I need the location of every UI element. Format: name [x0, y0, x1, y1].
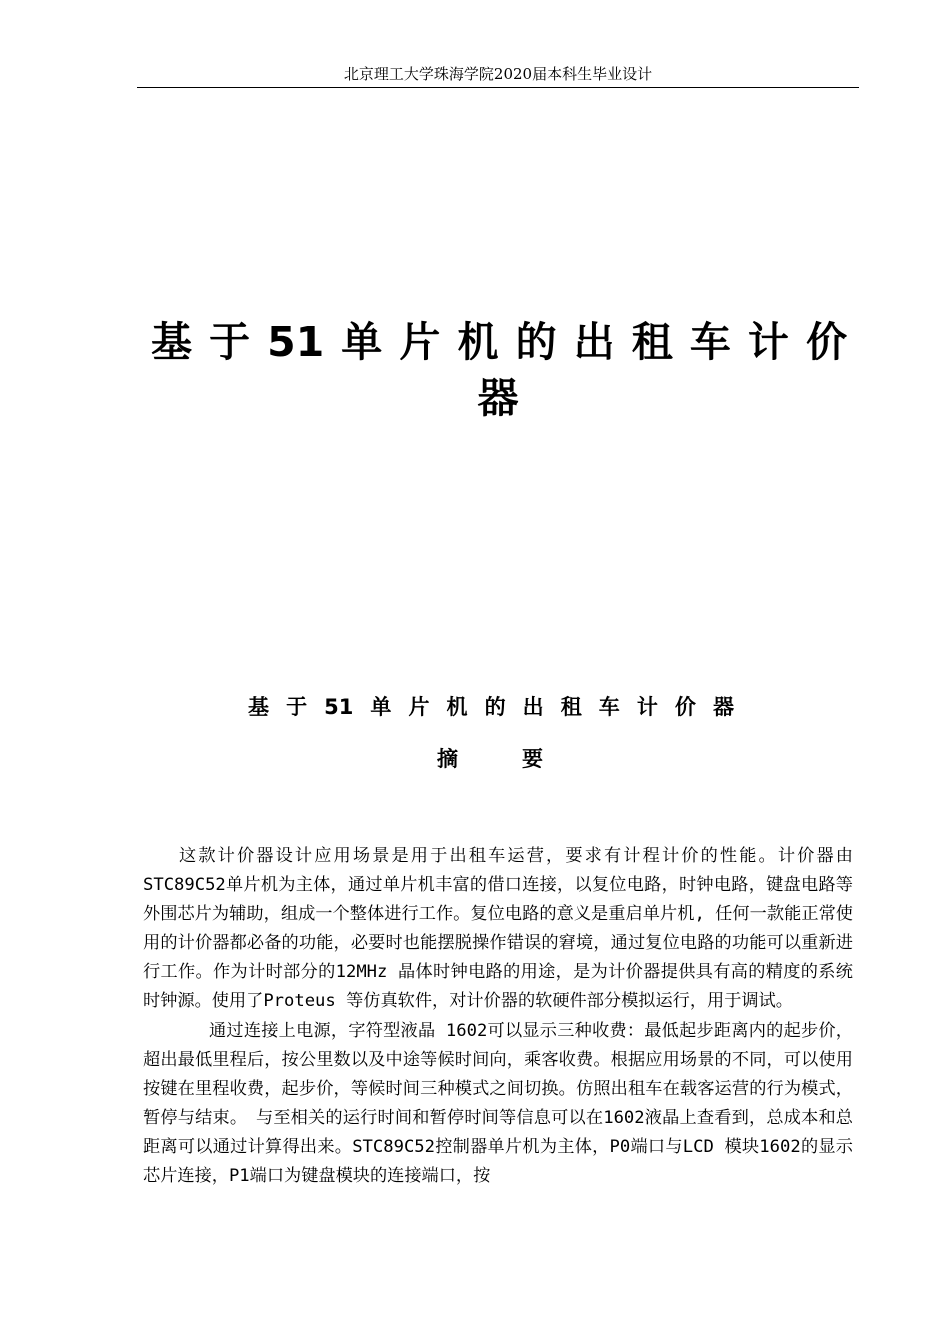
cover-title-line1: 基于51单片机的出租车计价 — [151, 318, 847, 366]
abstract-title: 基于51单片机的出租车计价器 — [248, 695, 734, 719]
cover-title-line2: 器 — [477, 374, 519, 422]
abstract-paragraph-1: 这款计价器设计应用场景是用于出租车运营，要求有计程计价的性能。计价器由STC89C52单片机为主体，通过单片机丰富的借口连接，以复位电路，时钟电路，键盘电路等外围芯片为辅助，组成一个整体进行工作。复位电路的意义是重启单片机, 任何一款能正常使用的计价器都必备的功能，必要时也能摆脱操作错误的窘境，通过复位电路的功能可以重新进行工作。作为计时部分的12MHz 晶体时钟电路的用途，是为计价器提供具有高的精度的系统时钟源。使用了Proteus 等仿真软件，对计价器的软硬件部分模拟运行，用于调试。 — [143, 846, 853, 1012]
abstract-heading: 摘要 — [437, 747, 543, 771]
abstract-paragraph-2: 通过连接上电源，字符型液晶 1602可以显示三种收费：最低起步距离内的起步价，超出最低里程后，按公里数以及中途等候时间向，乘客收费。根据应用场景的不同，可以使用按键在里程收费，起步价，等候时间三种模式之间切换。仿照出租车在载客运营的行为模式，暂停与结束。 与至相关的运行时间和暂停时间等信息可以在1602液晶上查看到，总成本和总距离可以通过计算得出来。STC89C52控制器单片机为主体，P0端口与LCD 模块1602的显示芯片连接，P1端口为键盘模块的连接端口，按 — [143, 1020, 853, 1187]
header-text: 北京理工大学珠海学院2020届本科生毕业设计 — [343, 65, 653, 83]
page-header — [137, 64, 859, 88]
abstract-body — [143, 842, 853, 1191]
cover-title — [137, 314, 859, 426]
